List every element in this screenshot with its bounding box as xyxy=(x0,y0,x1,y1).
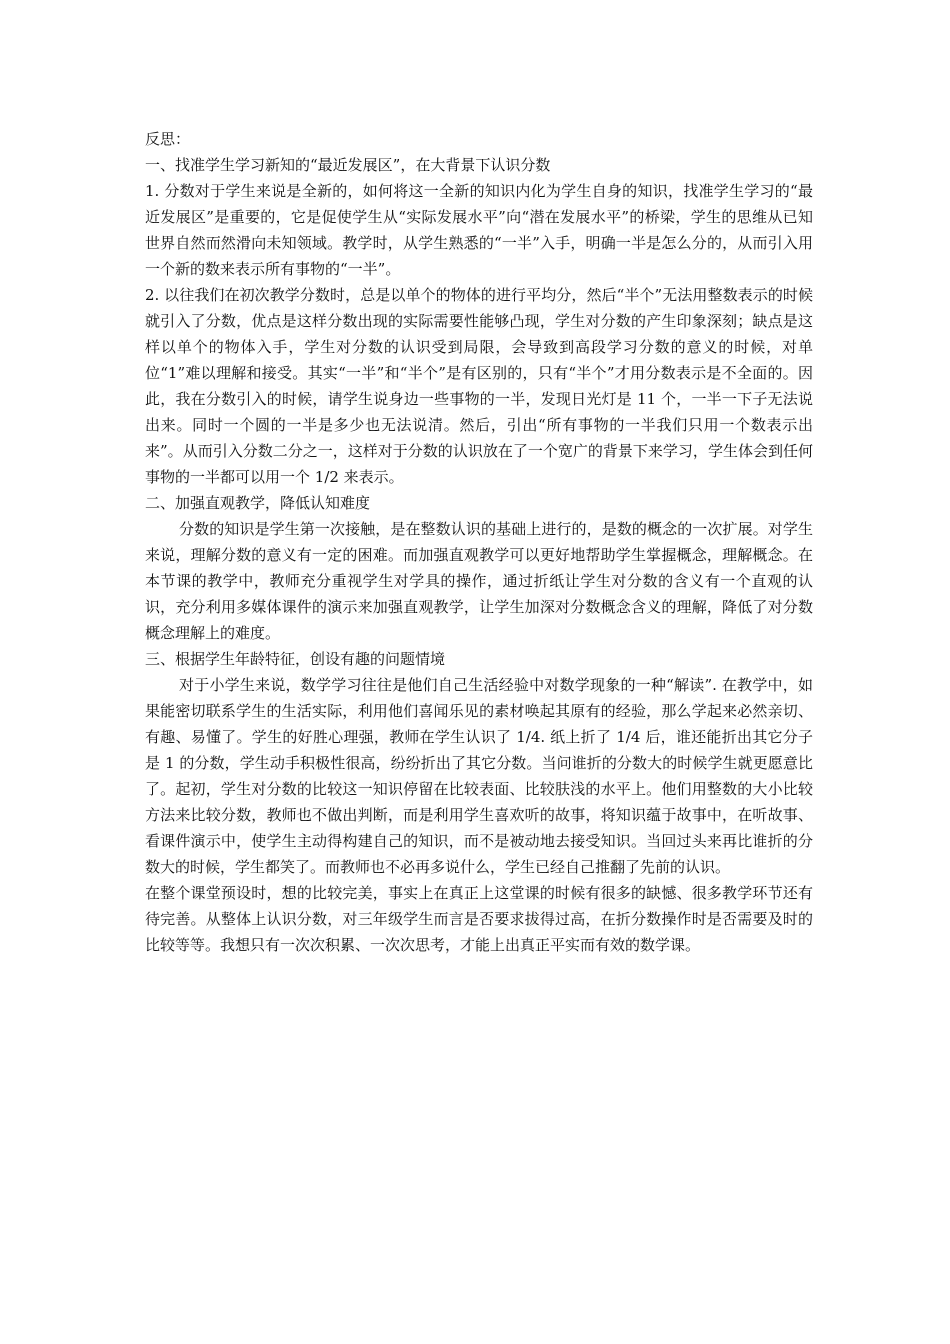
paragraph-conclusion: 在整个课堂预设时，想的比较完美，事实上在真正上这堂课的时候有很多的缺憾、很多教学环节还有待完善。从整体上认识分数，对三年级学生而言是否要求拔得过高，在折分数操作时是否需要及时的比较等等。我想只有一次次积累、一次次思考，才能上出真正平实而有效的数学课。 xyxy=(145,884,813,954)
paragraph-section-3: 对于小学生来说，数学学习往往是他们自己生活经验中对数学现象的一种“解读”. 在教学中，如果能密切联系学生的生活实际，利用他们喜闻乐见的素材唤起其原有的经验，那么学起来必然亲切、有趣、易懂了。学生的好胜心理强，教师在学生认识了 1/4. 纸上折了 1/4 后，谁还能折出其它分子是 1 的分数，学生动手积极性很高，纷纷折出了其它分数。当问谁折的分数大的时候学生就更愿意比了。起初，学生对分数的比较这一知识停留在比较表面、比较肤浅的水平上。他们用整数的大小比较方法来比较分数，教师也不做出判断，而是利用学生喜欢听的故事，将知识蕴于故事中，在听故事、看课件演示中，使学生主动得构建自己的知识，而不是被动地去接受知识。当回过头来再比谁折的分数大的时候，学生都笑了。而教师也不必再多说什么，学生已经自己推翻了先前的认识。 xyxy=(145,676,813,876)
paragraph-section-2: 分数的知识是学生第一次接触，是在整数认识的基础上进行的，是数的概念的一次扩展。对学生来说，理解分数的意义有一定的困难。而加强直观教学可以更好地帮助学生掌握概念，理解概念。在本节课的教学中，教师充分重视学生对学具的操作，通过折纸让学生对分数的含义有一个直观的认识，充分利用多媒体课件的演示来加强直观教学，让学生加深对分数概念含义的理解，降低了对分数概念理解上的难度。 xyxy=(145,520,813,642)
paragraph-point-1: 1. 分数对于学生来说是全新的，如何将这一全新的知识内化为学生自身的知识，找准学生学习的“最近发展区”是重要的，它是促使学生从“实际发展水平”向“潜在发展水平”的桥梁，学生的思维从已知世界自然而然滑向未知领域。教学时，从学生熟悉的“一半”入手，明确一半是怎么分的，从而引入用一个新的数来表示所有事物的“一半”。 xyxy=(145,182,813,278)
section-heading-2: 二、加强直观教学，降低认知难度 xyxy=(145,494,371,512)
section-heading-1: 一、找准学生学习新知的“最近发展区”，在大背景下认识分数 xyxy=(145,156,551,174)
section-heading-3: 三、根据学生年龄特征，创设有趣的问题情境 xyxy=(145,650,446,668)
document-body xyxy=(145,126,813,958)
paragraph-point-2: 2. 以往我们在初次教学分数时，总是以单个的物体的进行平均分，然后“半个”无法用整数表示的时候就引入了分数，优点是这样分数出现的实际需要性能够凸现，学生对分数的产生印象深刻；缺点是这样以单个的物体入手，学生对分数的认识受到局限，会导致到高段学习分数的意义的时候，对单位“1”难以理解和接受。其实“一半”和“半个”是有区别的，只有“半个”才用分数表示是不全面的。因此，我在分数引入的时候，请学生说身边一些事物的一半，发现日光灯是 11 个，一半一下子无法说出来。同时一个圆的一半是多少也无法说清。然后，引出“所有事物的一半我们只用一个数表示出来”。从而引入分数二分之一，这样对于分数的认识放在了一个宽广的背景下来学习，学生体会到任何事物的一半都可以用一个 1/2 来表示。 xyxy=(145,286,813,486)
reflection-heading: 反思： xyxy=(145,130,191,148)
